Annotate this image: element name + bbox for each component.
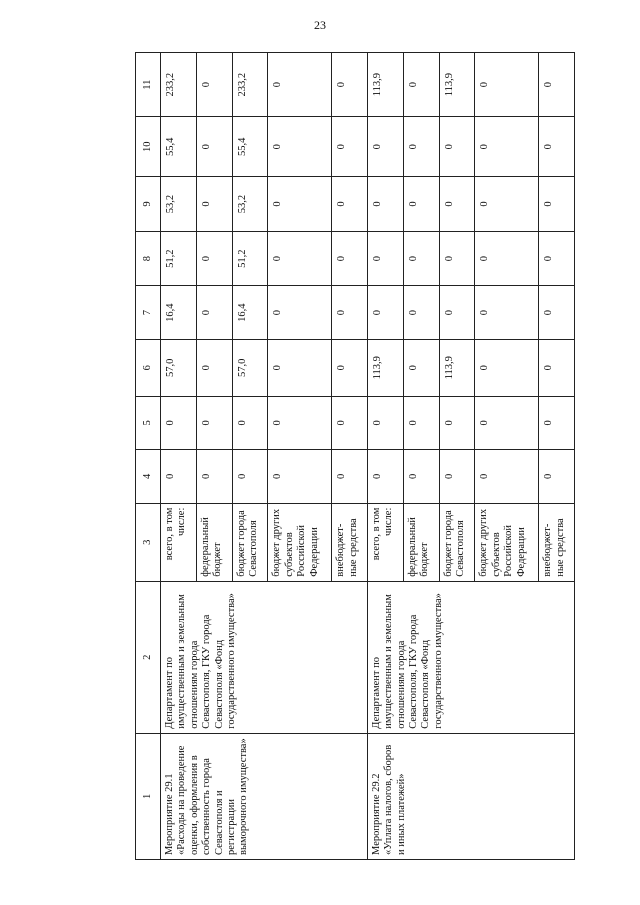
value-cell: 0 — [232, 450, 268, 504]
header-cell-6: 6 — [136, 339, 161, 396]
value-cell: 113,9 — [439, 53, 475, 117]
value-cell: 57,0 — [232, 339, 268, 396]
value-cell: 0 — [268, 286, 332, 340]
value-cell: 113,9 — [367, 53, 403, 117]
value-cell: 0 — [196, 339, 232, 396]
value-cell: 0 — [332, 396, 368, 450]
value-cell: 0 — [403, 117, 439, 177]
value-cell: 0 — [539, 450, 575, 504]
value-cell: 0 — [196, 450, 232, 504]
value-cell: 0 — [196, 177, 232, 232]
value-cell: 0 — [367, 117, 403, 177]
value-cell: 0 — [268, 450, 332, 504]
value-cell: 0 — [196, 396, 232, 450]
value-cell: 0 — [367, 450, 403, 504]
value-cell: 0 — [475, 450, 539, 504]
table-row — [161, 53, 197, 860]
value-cell: 0 — [439, 117, 475, 177]
value-cell: 0 — [539, 231, 575, 286]
value-cell: 0 — [268, 339, 332, 396]
header-cell-8: 8 — [136, 231, 161, 286]
value-cell: 0 — [439, 231, 475, 286]
value-cell: 0 — [403, 286, 439, 340]
funding-source-cell: федеральный бюджет — [196, 503, 232, 581]
value-cell: 0 — [439, 450, 475, 504]
value-cell: 0 — [475, 231, 539, 286]
header-cell-3: 3 — [136, 503, 161, 581]
value-cell: 0 — [332, 450, 368, 504]
funding-source-cell: всего, в том числе: — [161, 503, 197, 581]
value-cell: 0 — [196, 231, 232, 286]
funding-source-cell: внебюджет-ные средства — [539, 503, 575, 581]
value-cell: 0 — [367, 286, 403, 340]
value-cell: 0 — [332, 286, 368, 340]
header-cell-7: 7 — [136, 286, 161, 340]
header-cell-10: 10 — [136, 117, 161, 177]
value-cell: 0 — [539, 396, 575, 450]
value-cell: 0 — [268, 231, 332, 286]
value-cell: 0 — [367, 231, 403, 286]
value-cell: 0 — [196, 286, 232, 340]
value-cell: 0 — [475, 396, 539, 450]
value-cell: 0 — [161, 396, 197, 450]
value-cell: 113,9 — [367, 339, 403, 396]
value-cell: 55,4 — [161, 117, 197, 177]
value-cell: 0 — [332, 53, 368, 117]
value-cell: 0 — [268, 177, 332, 232]
value-cell: 55,4 — [232, 117, 268, 177]
table-row — [367, 53, 403, 860]
funding-source-cell: внебюджет-ные средства — [332, 503, 368, 581]
value-cell: 0 — [475, 286, 539, 340]
header-cell-1: 1 — [136, 733, 161, 859]
value-cell: 0 — [367, 396, 403, 450]
header-cell-11: 11 — [136, 53, 161, 117]
value-cell: 57,0 — [161, 339, 197, 396]
value-cell: 0 — [161, 450, 197, 504]
value-cell: 0 — [403, 396, 439, 450]
value-cell: 0 — [475, 177, 539, 232]
value-cell: 0 — [403, 177, 439, 232]
value-cell: 0 — [403, 450, 439, 504]
header-cell-5: 5 — [136, 396, 161, 450]
funding-source-cell: федеральный бюджет — [403, 503, 439, 581]
header-cell-9: 9 — [136, 177, 161, 232]
executor-cell: Департамент по имущественным и земельным отношениям города Севастополя, ГКУ города Севастополя «Фонд государственного имущества» — [161, 581, 368, 733]
value-cell: 0 — [539, 286, 575, 340]
funding-source-cell: всего, в том числе: — [367, 503, 403, 581]
funding-source-cell: бюджет других субъектов Российской Федерации — [475, 503, 539, 581]
value-cell: 0 — [332, 117, 368, 177]
value-cell: 0 — [268, 396, 332, 450]
value-cell: 0 — [475, 53, 539, 117]
value-cell: 0 — [403, 339, 439, 396]
value-cell: 0 — [475, 117, 539, 177]
value-cell: 0 — [332, 231, 368, 286]
value-cell: 233,2 — [161, 53, 197, 117]
rotated-table-container — [135, 52, 575, 860]
header-row — [136, 53, 161, 860]
header-cell-4: 4 — [136, 450, 161, 504]
value-cell: 16,4 — [232, 286, 268, 340]
value-cell: 0 — [403, 53, 439, 117]
funding-source-cell: бюджет других субъектов Российской Федерации — [268, 503, 332, 581]
funding-source-cell: бюджет города Севастополя — [439, 503, 475, 581]
value-cell: 0 — [367, 177, 403, 232]
value-cell: 0 — [539, 53, 575, 117]
value-cell: 113,9 — [439, 339, 475, 396]
rotated-table-frame — [135, 52, 575, 860]
value-cell: 0 — [439, 177, 475, 232]
value-cell: 0 — [539, 117, 575, 177]
value-cell: 16,4 — [161, 286, 197, 340]
value-cell: 51,2 — [161, 231, 197, 286]
value-cell: 0 — [475, 339, 539, 396]
value-cell: 0 — [332, 339, 368, 396]
activity-cell: Мероприятие 29.2 «Уплата налогов, сборов и иных платежей» — [367, 733, 574, 859]
page-number: 23 — [314, 18, 326, 32]
executor-cell: Департамент по имущественным и земельным отношениям города Севастополя, ГКУ города Севастополя «Фонд государственного имущества» — [367, 581, 574, 733]
value-cell: 0 — [539, 339, 575, 396]
value-cell: 0 — [539, 177, 575, 232]
value-cell: 0 — [196, 117, 232, 177]
value-cell: 0 — [268, 117, 332, 177]
value-cell: 0 — [439, 396, 475, 450]
value-cell: 53,2 — [232, 177, 268, 232]
value-cell: 0 — [439, 286, 475, 340]
value-cell: 233,2 — [232, 53, 268, 117]
value-cell: 0 — [403, 231, 439, 286]
funding-source-cell: бюджет города Севастополя — [232, 503, 268, 581]
activity-cell: Мероприятие 29.1 «Расходы на проведение оценки, оформления в собственность города Севастополя и регистрации выморочного имущества» — [161, 733, 368, 859]
value-cell: 0 — [232, 396, 268, 450]
header-cell-2: 2 — [136, 581, 161, 733]
budget-table — [135, 52, 575, 860]
value-cell: 0 — [332, 177, 368, 232]
value-cell: 53,2 — [161, 177, 197, 232]
value-cell: 0 — [268, 53, 332, 117]
value-cell: 51,2 — [232, 231, 268, 286]
value-cell: 0 — [196, 53, 232, 117]
